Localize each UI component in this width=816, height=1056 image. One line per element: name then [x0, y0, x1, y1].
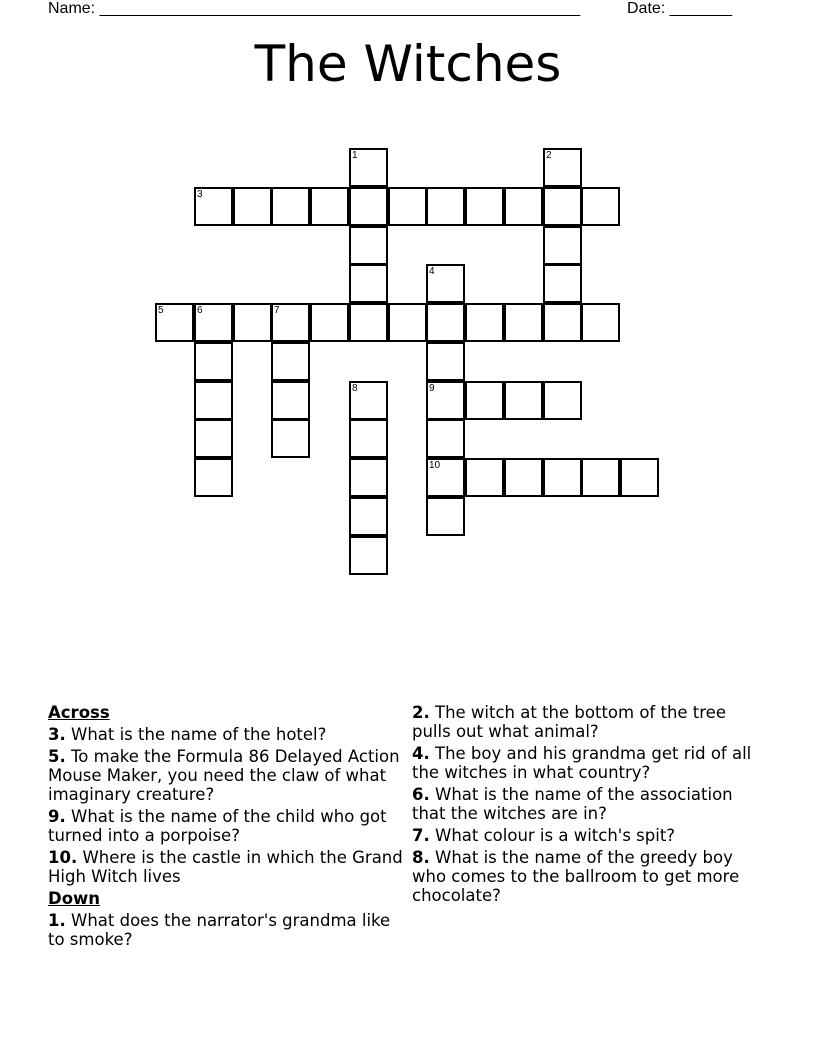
- crossword-cell[interactable]: [426, 187, 465, 226]
- clue-number: 3.: [48, 725, 66, 744]
- crossword-cell[interactable]: [543, 226, 582, 265]
- cell-number: 3: [197, 189, 203, 200]
- crossword-cell[interactable]: [233, 187, 272, 226]
- clue-number: 1.: [48, 911, 66, 930]
- clue-number: 2.: [412, 703, 430, 722]
- crossword-cell[interactable]: [581, 303, 620, 342]
- clue-text: What is the name of the greedy boy who comes to the ballroom to get more chocolate?: [412, 848, 740, 905]
- crossword-cell[interactable]: [194, 419, 233, 458]
- crossword-cell[interactable]: [543, 187, 582, 226]
- clue-number: 5.: [48, 747, 66, 766]
- clue-number: 8.: [412, 848, 430, 867]
- crossword-cell[interactable]: [233, 303, 272, 342]
- crossword-cell[interactable]: [465, 303, 504, 342]
- clue-number: 6.: [412, 785, 430, 804]
- name-label: Name: ______________________________________________________: [48, 0, 581, 17]
- crossword-cell[interactable]: [504, 303, 543, 342]
- clue-number: 4.: [412, 744, 430, 763]
- crossword-cell[interactable]: [194, 187, 233, 226]
- crossword-cell[interactable]: [388, 187, 427, 226]
- clue-text: What is the name of the hotel?: [71, 725, 327, 744]
- crossword-cell[interactable]: [543, 148, 582, 187]
- cell-number: 8: [352, 383, 358, 394]
- crossword-cell[interactable]: [349, 226, 388, 265]
- crossword-cell[interactable]: [465, 381, 504, 420]
- crossword-cell[interactable]: [581, 458, 620, 497]
- crossword-cell[interactable]: [504, 187, 543, 226]
- crossword-cell[interactable]: [426, 264, 465, 303]
- down-clue: [412, 826, 764, 845]
- crossword-cell[interactable]: [465, 458, 504, 497]
- across-clue: [48, 747, 404, 804]
- crossword-cell[interactable]: [194, 342, 233, 381]
- cell-number: 4: [429, 266, 435, 277]
- clues-right-column: [412, 703, 764, 908]
- clue-text: The boy and his grandma get rid of all the witches in what country?: [412, 744, 752, 782]
- across-heading: Across: [48, 703, 110, 722]
- crossword-cell[interactable]: [426, 419, 465, 458]
- date-label: Date: _______: [627, 0, 732, 17]
- crossword-cell[interactable]: [388, 303, 427, 342]
- cell-number: 9: [429, 383, 435, 394]
- crossword-cell[interactable]: [349, 497, 388, 536]
- cell-number: 10: [429, 460, 441, 471]
- crossword-cell[interactable]: [194, 458, 233, 497]
- clue-number: 10.: [48, 848, 78, 867]
- crossword-cell[interactable]: [194, 303, 233, 342]
- crossword-cell[interactable]: [349, 536, 388, 575]
- down-clue: [412, 703, 764, 741]
- across-clue: [48, 848, 404, 886]
- clue-number: 7.: [412, 826, 430, 845]
- crossword-cell[interactable]: [194, 381, 233, 420]
- crossword-cell[interactable]: [271, 419, 310, 458]
- clue-text: Where is the castle in which the Grand High Witch lives: [48, 848, 403, 886]
- crossword-cell[interactable]: [349, 458, 388, 497]
- page-title: The Witches: [254, 35, 562, 93]
- cell-number: 1: [352, 150, 358, 161]
- crossword-cell[interactable]: [349, 419, 388, 458]
- crossword-cell[interactable]: [465, 187, 504, 226]
- crossword-cell[interactable]: [349, 148, 388, 187]
- crossword-cell[interactable]: [155, 303, 194, 342]
- across-clue: [48, 807, 404, 845]
- crossword-cell[interactable]: [271, 187, 310, 226]
- crossword-cell[interactable]: [310, 303, 349, 342]
- crossword-cell[interactable]: [543, 264, 582, 303]
- clue-number: 9.: [48, 807, 66, 826]
- crossword-cell[interactable]: [426, 497, 465, 536]
- crossword-cell[interactable]: [349, 381, 388, 420]
- down-heading: Down: [48, 889, 101, 908]
- crossword-cell[interactable]: [543, 381, 582, 420]
- crossword-cell[interactable]: [543, 458, 582, 497]
- down-clue: [412, 785, 764, 823]
- cell-number: 5: [158, 305, 164, 316]
- clue-text: What is the name of the child who got turned into a porpoise?: [48, 807, 387, 845]
- crossword-cell[interactable]: [620, 458, 659, 497]
- cell-number: 6: [197, 305, 203, 316]
- crossword-cell[interactable]: [426, 381, 465, 420]
- cell-number: 2: [546, 150, 552, 161]
- clue-text: To make the Formula 86 Delayed Action Mouse Maker, you need the claw of what imaginary creature?: [48, 747, 400, 804]
- crossword-cell[interactable]: [581, 187, 620, 226]
- cell-number: 7: [274, 305, 280, 316]
- down-clue: [412, 744, 764, 782]
- across-clue: [48, 725, 404, 744]
- crossword-cell[interactable]: [271, 303, 310, 342]
- crossword-cell[interactable]: [504, 381, 543, 420]
- down-clue: [412, 848, 764, 905]
- clues-left-column: [48, 703, 404, 952]
- crossword-cell[interactable]: [504, 458, 543, 497]
- clue-text: What is the name of the association that the witches are in?: [412, 785, 733, 823]
- crossword-cell[interactable]: [310, 187, 349, 226]
- down-clue: [48, 911, 404, 949]
- crossword-cell[interactable]: [271, 381, 310, 420]
- crossword-cell[interactable]: [349, 187, 388, 226]
- crossword-cell[interactable]: [426, 303, 465, 342]
- crossword-cell[interactable]: [426, 458, 465, 497]
- clue-text: What colour is a witch's spit?: [435, 826, 676, 845]
- crossword-cell[interactable]: [426, 342, 465, 381]
- crossword-cell[interactable]: [271, 342, 310, 381]
- crossword-cell[interactable]: [543, 303, 582, 342]
- crossword-cell[interactable]: [349, 303, 388, 342]
- clue-text: What does the narrator's grandma like to smoke?: [48, 911, 391, 949]
- clue-text: The witch at the bottom of the tree pulls out what animal?: [412, 703, 726, 741]
- crossword-cell[interactable]: [349, 264, 388, 303]
